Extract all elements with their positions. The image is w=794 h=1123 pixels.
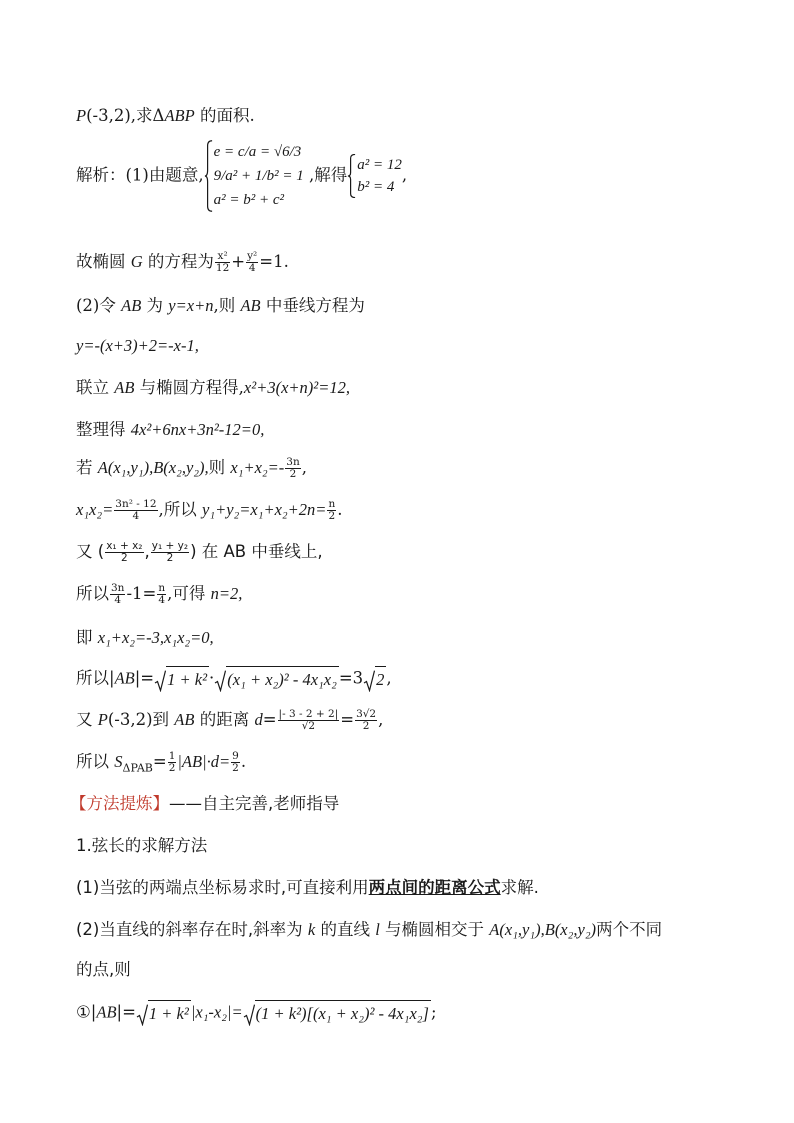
- line-11: 所以 $\frac{3n}{4}$ -1= $\frac{n}{4}$ ,可得 n=2,: [76, 582, 243, 606]
- fraction: $\frac{\text{y₁ + y₂}}{2}$: [151, 540, 189, 564]
- line-1: P(-3,2),求ΔABP 的面积.: [76, 106, 255, 125]
- section-heading: 1.弦长的求解方法: [76, 836, 208, 855]
- line-5: y=-(x+3)+2=-x-1,: [76, 336, 199, 355]
- fraction: $\frac{\text{3n² - 12}}{4}$: [115, 498, 157, 522]
- radical-sign-icon: [363, 670, 375, 692]
- line-7: 整理得 4x²+6nx+3n²-12=0,: [76, 420, 265, 439]
- radical-sign-icon: [243, 1004, 255, 1026]
- line-12: 即 x₁+x₂=-3,x₁x₂=0,: [76, 628, 214, 647]
- fraction: $\frac{\text{x²}}{12}$: [215, 250, 230, 274]
- fraction: $\frac{\text{y²}}{4}$: [247, 250, 258, 274]
- result-system: [347, 154, 402, 198]
- fraction: $\frac{1}{2}$: [168, 750, 176, 774]
- fraction: $\frac{3n}{4}$: [111, 582, 125, 606]
- fraction: $\frac{|- 3 - 2 + 2|}{√2}$: [278, 708, 339, 732]
- sqrt-expression: 2: [363, 666, 386, 692]
- line-10: 又 ( $\frac{\text{x₁ + x₂}}{2}$ , $\frac{\text{y₁ + y₂}}{2}$ ) 在 AB 中垂线上,: [76, 540, 323, 564]
- fraction: $\frac{9}{2}$: [232, 750, 239, 774]
- radical-sign-icon: [136, 1004, 148, 1026]
- radical-sign-icon: [214, 670, 226, 692]
- left-brace-icon: [204, 140, 213, 212]
- sqrt-expression: 1 + k²: [136, 1000, 191, 1026]
- radical-sign-icon: [154, 670, 166, 692]
- equation-abc: a² = b² + c²: [213, 192, 285, 208]
- equation-ellipse-point: 9/a² + 1/b² = 1: [213, 168, 304, 184]
- distance-formula-highlight: 两点间的距离公式: [368, 878, 501, 897]
- method-label: 【方法提炼】: [70, 794, 169, 813]
- method-summary-heading: 【方法提炼】——自主完善,老师指导: [70, 794, 340, 813]
- fraction: $\frac{n}{4}$: [158, 582, 166, 606]
- sqrt-expression: 1 + k²: [154, 666, 209, 692]
- solution-system-line: 解析：(1)由题意, e = c/a = √6/3 9/a² + 1/b² = 1 a² = b² + c² ,解得 a² = 12 b² = 4 ,: [76, 140, 407, 212]
- fraction: $\frac{\text{x₁ + x₂}}{2}$: [106, 540, 143, 564]
- line-4: (2)令 AB 为 y=x+n,则 AB 中垂线方程为: [76, 296, 365, 315]
- fraction: $\frac{3√2}{2}$: [356, 708, 377, 732]
- fraction: $\frac{3n}{2}$: [286, 456, 300, 480]
- area-line: 所以 $S_{\Delta PAB}=$ $\frac{1}{2}$ |AB|·d= $\frac{9}{2}$ .: [76, 750, 247, 775]
- result-a-squared: a² = 12: [357, 157, 402, 173]
- left-brace-icon: [347, 154, 356, 198]
- ellipse-equation-line: 故椭圆 G 的方程为 $\frac{\text{x²}}{12}$ + $\frac{\text{y²}}{4}$ =1.: [76, 250, 289, 274]
- line-9: x₁x₂= $\frac{\text{3n² - 12}}{4}$ ,所以 y₁+y₂=x₁+x₂+2n= $\frac{n}{2}$ .: [76, 498, 343, 522]
- line-19: (2)当直线的斜率存在时,斜率为 k 的直线 l 与椭圆相交于 A(x₁,y₁),B(x₂,y₂)两个不同: [76, 920, 663, 939]
- line-18: (1)当弦的两端点坐标易求时,可直接利用两点间的距离公式求解.: [76, 878, 539, 897]
- result-b-squared: b² = 4: [357, 179, 395, 195]
- equation-system: [204, 140, 304, 212]
- line-20: 的点,则: [76, 960, 131, 979]
- chord-formula-line: ①|AB|= 1 + k² |x₁-x₂|= (1 + k²)[(x₁ + x₂)² - 4x₁x₂] ;: [76, 1000, 437, 1026]
- sqrt-expression: (1 + k²)[(x₁ + x₂)² - 4x₁x₂]: [243, 1000, 431, 1026]
- fraction: $\frac{n}{2}$: [328, 498, 336, 522]
- distance-line: 又 P(-3,2)到 AB 的距离 d= $\frac{|- 3 - 2 + 2|}{√2}$ = $\frac{3√2}{2}$ ,: [76, 708, 384, 732]
- sqrt-expression: (x₁ + x₂)² - 4x₁x₂: [214, 666, 339, 692]
- point-p: P: [76, 106, 87, 125]
- line-6: 联立 AB 与椭圆方程得,x²+3(x+n)²=12,: [76, 378, 350, 397]
- line-8: 若 A(x₁,y₁),B(x₂,y₂),则 x₁+x₂=- $\frac{3n}{2}$ ,: [76, 456, 307, 480]
- chord-length-line: 所以|AB|= 1 + k² · (x₁ + x₂)² - 4x₁x₂ =3 2 ,: [76, 666, 392, 692]
- equation-eccentricity: e = c/a = √6/3: [213, 144, 302, 160]
